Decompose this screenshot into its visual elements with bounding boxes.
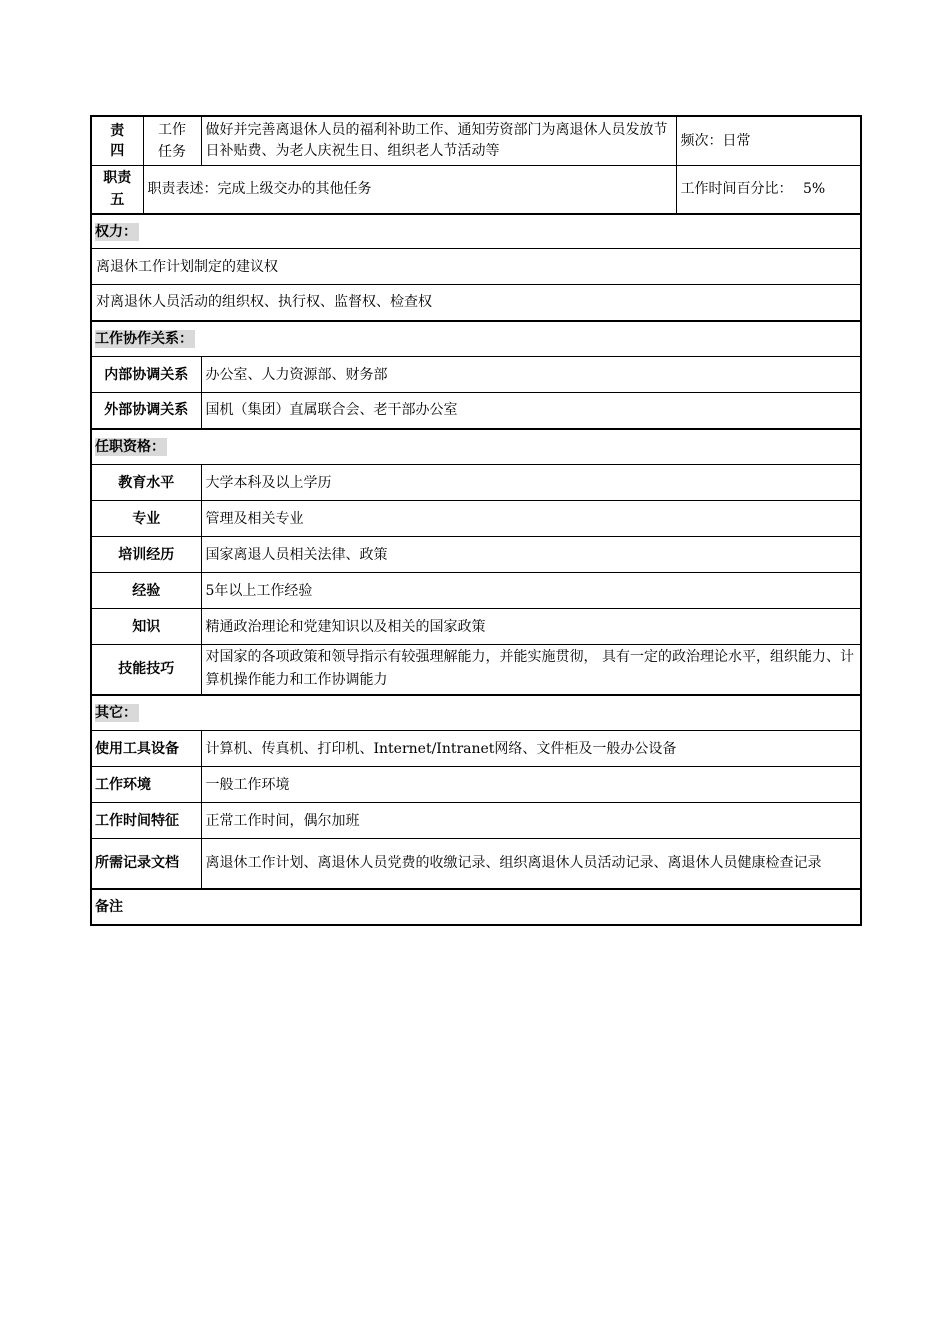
qualifications-title: 任职资格： (95, 438, 165, 455)
qualification-value: 对国家的各项政策和领导指示有较强理解能力，并能实施贯彻， 具有一定的政治理论水平，组织能力、计算机操作能力和工作协调能力 (201, 645, 861, 695)
qualification-value: 管理及相关专业 (201, 501, 861, 537)
other-row (91, 731, 861, 767)
relation-label: 外部协调关系 (91, 393, 201, 429)
qualification-row (91, 609, 861, 645)
duty4-frequency: 频次：日常 (676, 116, 861, 165)
other-section-row (91, 695, 861, 731)
qualification-label: 技能技巧 (91, 645, 201, 695)
qualification-label: 经验 (91, 573, 201, 609)
duty5-percentage-value: 5% (802, 181, 826, 198)
qualification-label: 知识 (91, 609, 201, 645)
relation-value: 办公室、人力资源部、财务部 (201, 357, 861, 393)
relation-label: 内部协调关系 (91, 357, 201, 393)
duty4-sub-label: 工作 任务 (143, 116, 201, 165)
remarks-title: 备注 (91, 889, 861, 925)
relations-section-row (91, 321, 861, 357)
qualification-value: 大学本科及以上学历 (201, 465, 861, 501)
power-section-title (91, 214, 861, 249)
power-title: 权力： (95, 223, 137, 240)
qualification-row (91, 465, 861, 501)
other-row (91, 839, 861, 889)
duty5-description: 职责表述：完成上级交办的其他任务 (143, 165, 676, 214)
relations-title: 工作协作关系： (95, 330, 193, 347)
duty5-label: 职责 五 (91, 165, 143, 214)
qualification-value: 5年以上工作经验 (201, 573, 861, 609)
relation-row (91, 357, 861, 393)
remarks-row (91, 889, 861, 925)
duty5-percentage-label: 工作时间百分比： (680, 181, 793, 198)
relations-section-title (91, 321, 861, 357)
power-item: 离退休工作计划制定的建议权 (91, 249, 861, 285)
qualifications-section-title (91, 429, 861, 465)
other-row (91, 767, 861, 803)
other-value: 一般工作环境 (201, 767, 861, 803)
other-row (91, 803, 861, 839)
duty4-label: 责 四 (91, 116, 143, 165)
other-section-title (91, 695, 861, 731)
qualification-row (91, 537, 861, 573)
other-label: 所需记录文档 (91, 839, 201, 889)
other-label: 使用工具设备 (91, 731, 201, 767)
job-description-table (90, 115, 862, 926)
qualification-value: 精通政治理论和党建知识以及相关的国家政策 (201, 609, 861, 645)
other-label: 工作环境 (91, 767, 201, 803)
qualifications-section-row (91, 429, 861, 465)
qualification-label: 教育水平 (91, 465, 201, 501)
other-value: 计算机、传真机、打印机、Internet/Intranet网络、文件柜及一般办公设备 (201, 731, 861, 767)
other-label: 工作时间特征 (91, 803, 201, 839)
other-value: 正常工作时间，偶尔加班 (201, 803, 861, 839)
relation-value: 国机（集团）直属联合会、老干部办公室 (201, 393, 861, 429)
qualification-row (91, 573, 861, 609)
duty5-row (91, 165, 861, 214)
qualification-label: 专业 (91, 501, 201, 537)
qualification-row (91, 645, 861, 695)
job-description-sheet (90, 115, 860, 926)
duty4-row (91, 116, 861, 165)
duty5-percentage (676, 165, 861, 214)
power-item: 对离退休人员活动的组织权、执行权、监督权、检查权 (91, 285, 861, 321)
power-item-row (91, 249, 861, 285)
other-value: 离退休工作计划、离退休人员党费的收缴记录、组织离退休人员活动记录、离退休人员健康检查记录 (201, 839, 861, 889)
qualification-label: 培训经历 (91, 537, 201, 573)
relation-row (91, 393, 861, 429)
duty4-content: 做好并完善离退休人员的福利补助工作、通知劳资部门为离退休人员发放节日补贴费、为老人庆祝生日、组织老人节活动等 (201, 116, 676, 165)
qualification-value: 国家离退人员相关法律、政策 (201, 537, 861, 573)
qualification-row (91, 501, 861, 537)
power-item-row (91, 285, 861, 321)
power-section-row (91, 214, 861, 249)
other-title: 其它： (95, 704, 137, 721)
